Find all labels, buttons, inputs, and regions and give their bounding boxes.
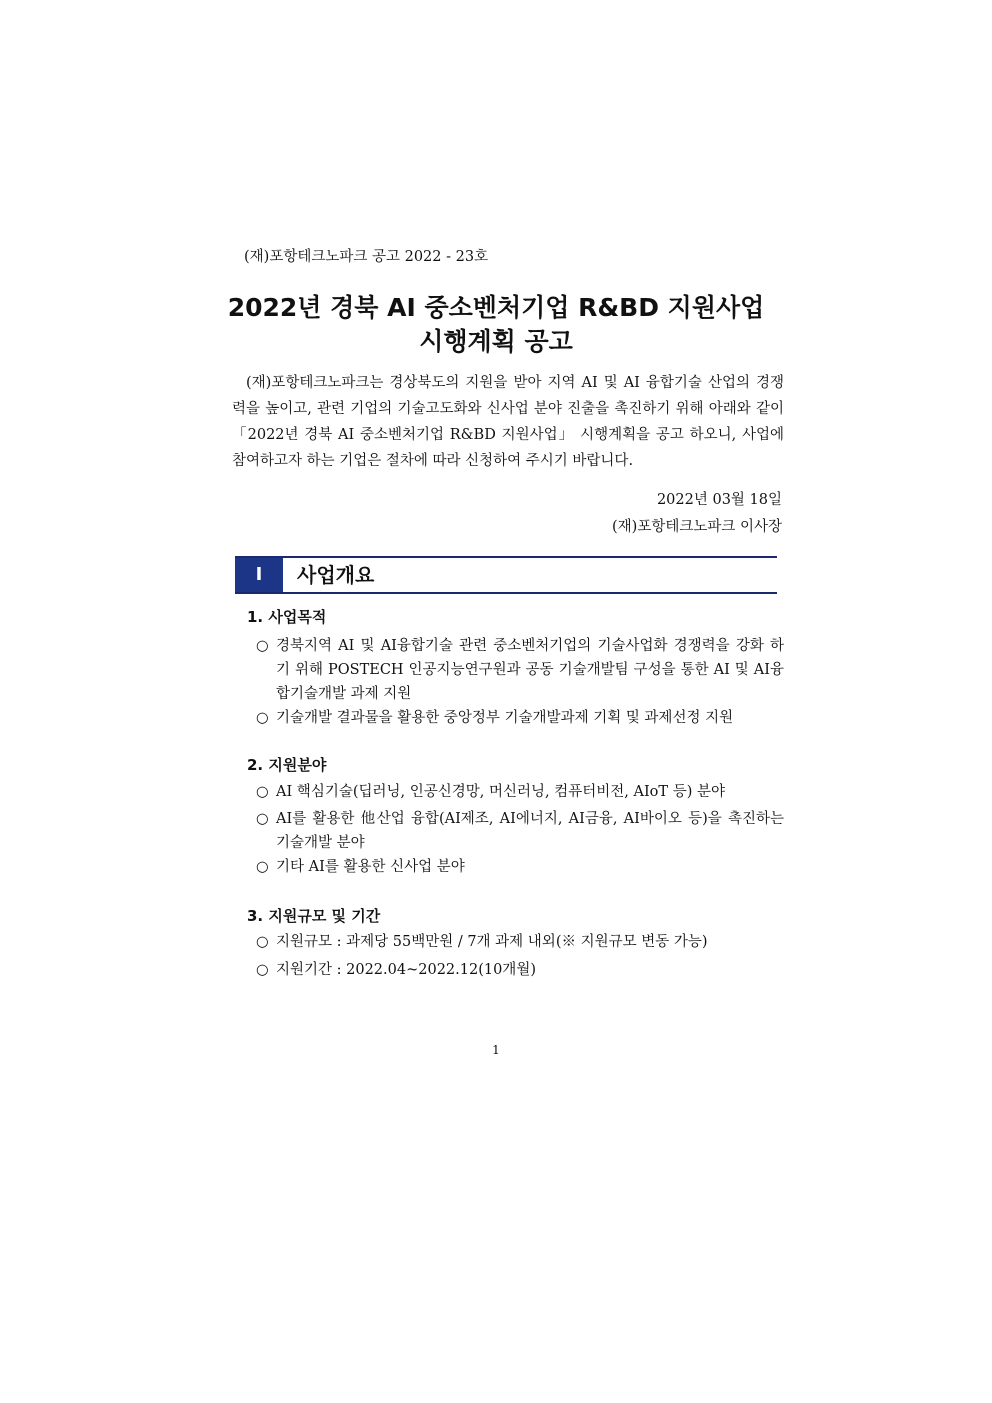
list-item-text: 경북지역 AI 및 AI융합기술 관련 중소벤처기업의 기술사업화 경쟁력을 강화 하기 위해 POSTECH 인공지능연구원과 공동 기술개발팀 구성을 통한 AI 및 AI융합기술개발 과제 지원: [276, 638, 784, 702]
notice-number: (재)포항테크노파크 공고 2022 - 23호: [244, 249, 489, 265]
document-title-line-2: 시행계획 공고: [419, 327, 573, 356]
list-item-text: AI 핵심기술(딥러닝, 인공신경망, 머신러닝, 컴퓨터비전, AIoT 등) 분야: [276, 784, 725, 800]
bullet-icon: ○: [256, 934, 269, 950]
list-item: [256, 780, 784, 804]
intro-paragraph: [232, 370, 784, 474]
issue-date: 2022년 03월 18일: [656, 492, 782, 508]
list-item: [256, 706, 784, 730]
list-item: [256, 807, 784, 855]
list-item: [256, 930, 784, 954]
bullet-icon: ○: [256, 859, 269, 875]
list-item: [256, 855, 784, 879]
section-title: 사업개요: [297, 563, 375, 587]
list-item-text: 기술개발 결과물을 활용한 중앙정부 기술개발과제 기획 및 과제선정 지원: [276, 710, 734, 726]
signer: (재)포항테크노파크 이사장: [612, 519, 782, 535]
subsection-heading: 3. 지원규모 및 기간: [247, 907, 381, 925]
list-item-text: 지원기간 : 2022.04~2022.12(10개월): [276, 962, 536, 978]
list-item-text: 기타 AI를 활용한 신사업 분야: [276, 859, 465, 875]
section-header: [235, 556, 777, 594]
section-number: Ⅰ: [235, 558, 283, 592]
list-item-text: 지원규모 : 과제당 55백만원 / 7개 과제 내외(※ 지원규모 변동 가능): [276, 934, 708, 950]
subsection-heading: 2. 지원분야: [247, 756, 327, 774]
bullet-icon: ○: [256, 811, 269, 827]
subsection-heading: 1. 사업목적: [247, 608, 327, 626]
page-number: 1: [492, 1043, 500, 1057]
bullet-icon: ○: [256, 710, 269, 726]
bullet-icon: ○: [256, 784, 269, 800]
list-item: [256, 634, 784, 706]
list-item: [256, 958, 784, 982]
bullet-icon: ○: [256, 638, 269, 654]
list-item-text: AI를 활용한 他산업 융합(AI제조, AI에너지, AI금융, AI바이오 등)을 촉진하는 기술개발 분야: [276, 811, 784, 851]
document-title-line-1: 2022년 경북 AI 중소벤처기업 R&BD 지원사업: [227, 293, 765, 322]
intro-text: (재)포항테크노파크는 경상북도의 지원을 받아 지역 AI 및 AI 융합기술 산업의 경쟁력을 높이고, 관련 기업의 기술고도화와 신사업 분야 진출을 촉진하기 위해 아래와 같이 「2022년 경북 AI 중소벤처기업 R&BD 지원사업」 시행계획을 공고 하오니, 사업에 참여하고자 하는 기업은 절차에 따라 신청하여 주시기 바랍니다.: [232, 375, 784, 469]
bullet-icon: ○: [256, 962, 269, 978]
